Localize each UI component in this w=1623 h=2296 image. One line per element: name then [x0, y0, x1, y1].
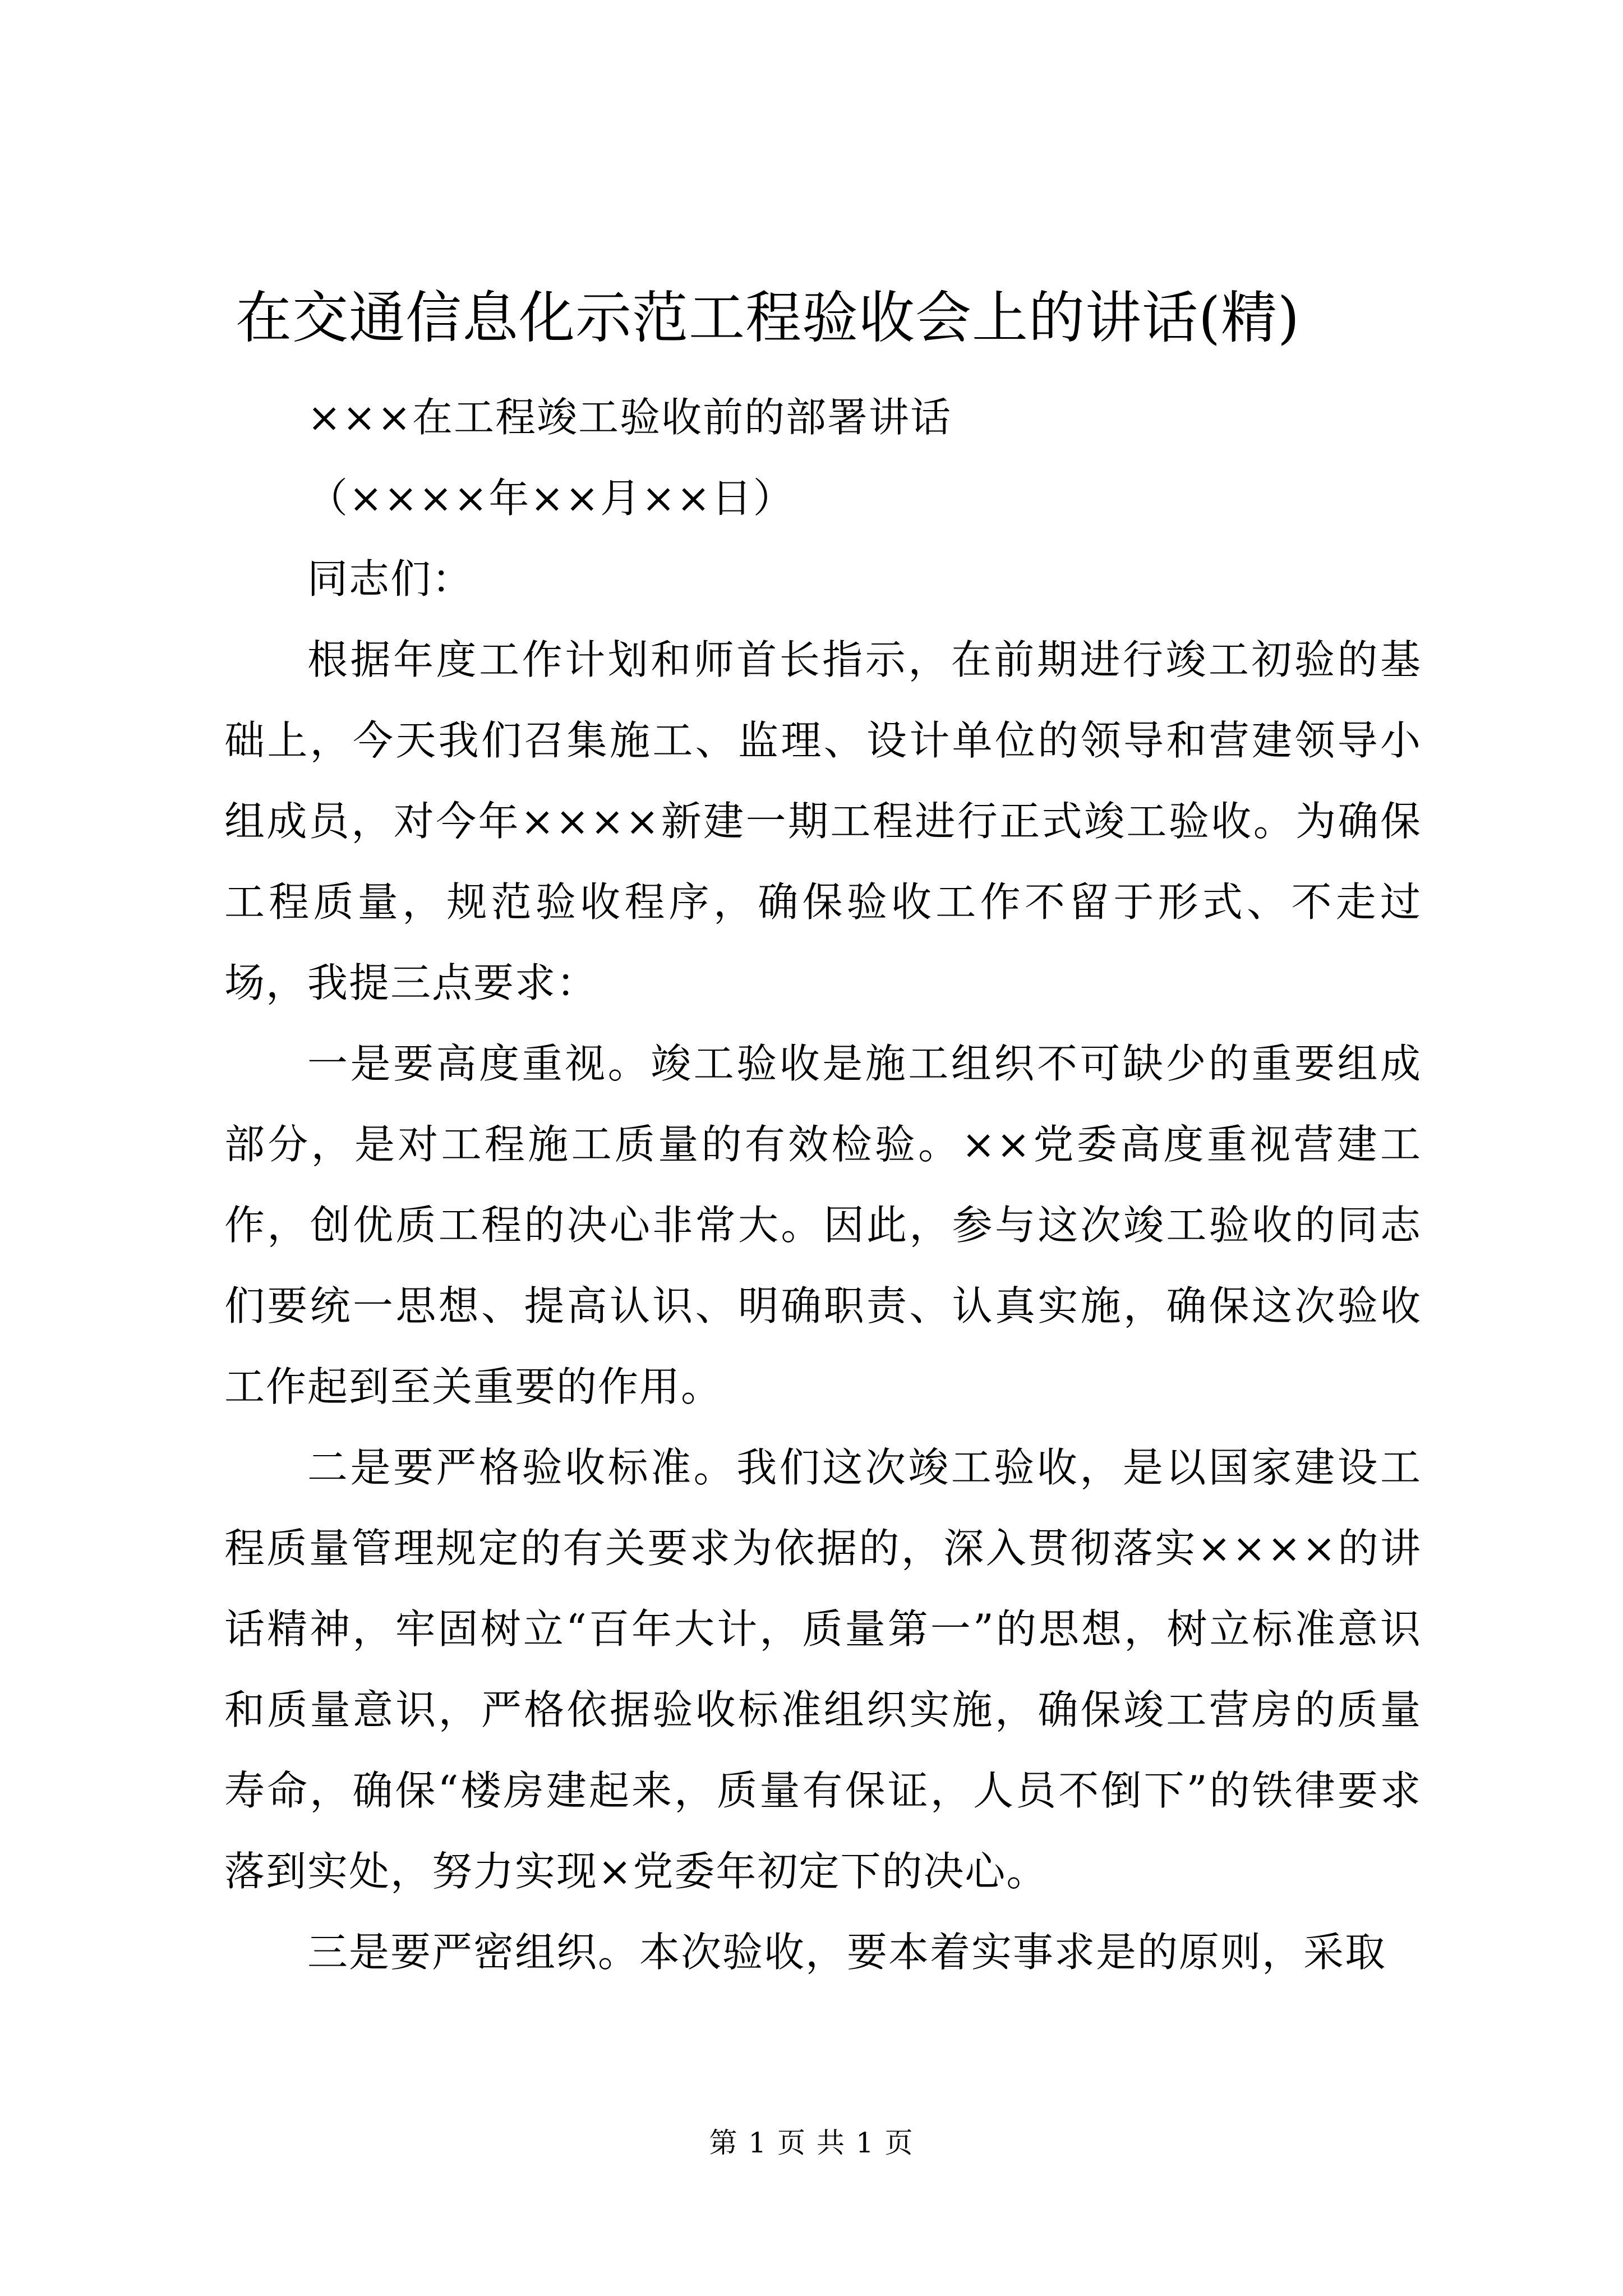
document-title: 在交通信息化示范工程验收会上的讲话(精) [236, 285, 1301, 351]
document-body [224, 377, 1422, 1993]
paragraph-point-three: 三是要严密组织。本次验收，要本着实事求是的原则，采取 [307, 1929, 1387, 1976]
paragraph-point-two: 二是要严格验收标准。我们这次竣工验收，是以国家建设工程质量管理规定的有关要求为依据的，深入贯彻落实××××的讲话精神，牢固树立“百年大计，质量第一”的思想，树立标准意识和质量意识，严格依据验收标准组织实施，确保竣工营房的质量寿命，确保“楼房建起来，质量有保证，人员不倒下”的铁律要求落到实处，努力实现×党委年初定下的决心。 [224, 1444, 1422, 1895]
date-line: （××××年××月××日） [307, 475, 795, 522]
subtitle-line: ×××在工程竣工验收前的部署讲话 [307, 394, 952, 441]
salutation: 同志们： [307, 555, 474, 602]
paragraph-point-one: 一是要高度重视。竣工验收是施工组织不可缺少的重要组成部分，是对工程施工质量的有效检验。××党委高度重视营建工作，创优质工程的决心非常大。因此，参与这次竣工验收的同志们要统一思想、提高认识、明确职责、认真实施，确保这次验收工作起到至关重要的作用。 [224, 1040, 1422, 1410]
paragraph-intro: 根据年度工作计划和师首长指示，在前期进行竣工初验的基础上，今天我们召集施工、监理、设计单位的领导和营建领导小组成员，对今年××××新建一期工程进行正式竣工验收。为确保工程质量，规范验收程序，确保验收工作不留于形式、不走过场，我提三点要求： [224, 636, 1422, 1006]
page-number-footer: 第 1 页 共 1 页 [709, 2127, 914, 2159]
